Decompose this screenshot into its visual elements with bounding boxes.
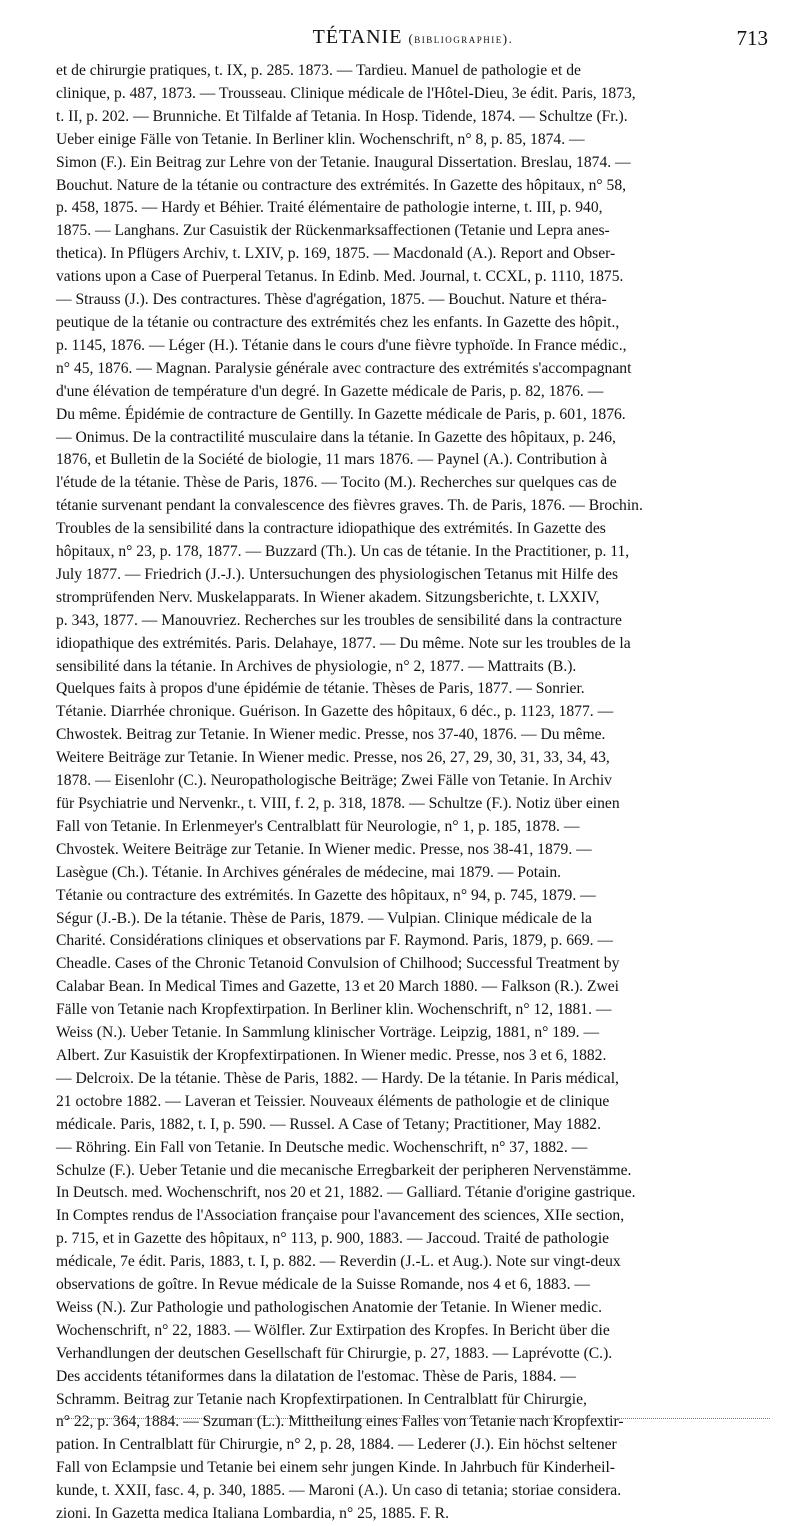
text-line: zioni. In Gazetta medica Italiana Lombardia, n° 25, 1885. F. R. — [56, 1505, 449, 1523]
text-line: pation. In Centralblatt für Chirurgie, n° 2, p. 28, 1884. — Lederer (J.). Ein höchst seltener — [56, 1436, 617, 1454]
text-line: kunde, t. XXII, fasc. 4, p. 340, 1885. — Maroni (A.). Un caso di tetania; storiae considera. — [56, 1482, 622, 1500]
text-line: p. 458, 1875. — Hardy et Béhier. Traité élémentaire de pathologie interne, t. III, p. 940, — [56, 199, 603, 217]
text-line: Verhandlungen der deutschen Gesellschaft für Chirurgie, p. 27, 1883. — Laprévotte (C.). — [56, 1344, 613, 1362]
text-line: p. 343, 1877. — Manouvriez. Recherches sur les troubles de sensibilité dans la contracture — [56, 611, 622, 629]
text-line: Albert. Zur Kasuistik der Kropfextirpationen. In Wiener medic. Presse, nos 3 et 6, 1882. — [56, 1046, 607, 1064]
text-line: peutique de la tétanie ou contracture des extrémités chez les enfants. In Gazette des hôpit., — [56, 313, 620, 331]
text-line: Simon (F.). Ein Beitrag zur Lehre von der Tetanie. Inaugural Dissertation. Breslau, 1874. — — [56, 153, 631, 171]
footer-dotted-rule — [56, 1418, 770, 1419]
text-line: t. II, p. 202. — Brunniche. Et Tilfalde af Tetania. In Hosp. Tidende, 1874. — Schultze (Fr.). — [56, 107, 628, 125]
text-line: Wochenschrift, n° 22, 1883. — Wölfler. Zur Extirpation des Kropfes. In Bericht über die — [56, 1321, 610, 1339]
text-line: Bouchut. Nature de la tétanie ou contracture des extrémités. In Gazette des hôpitaux, n° 58, — [56, 176, 627, 194]
text-line: Weiss (N.). Ueber Tetanie. In Sammlung klinischer Vorträge. Leipzig, 1881, n° 189. — — [56, 1024, 600, 1042]
text-line: 21 octobre 1882. — Laveran et Teissier. Nouveaux éléments de pathologie et de clinique — [56, 1092, 610, 1110]
text-line: Chvostek. Weitere Beiträge zur Tetanie. In Wiener medic. Presse, nos 38-41, 1879. — — [56, 840, 592, 858]
text-line: sensibilité dans la tétanie. In Archives de physiologie, n° 2, 1877. — Mattraits (B.). — [56, 657, 577, 675]
text-line: Schramm. Beitrag zur Tetanie nach Kropfextirpationen. In Centralblatt für Chirurgie, — [56, 1390, 587, 1408]
text-line: 1875. — Langhans. Zur Casuistik der Rückenmarksaffectionen (Tetanie und Lepra anes- — [56, 222, 610, 240]
text-line: Fälle von Tetanie nach Kropfextirpation. In Berliner klin. Wochenschrift, n° 12, 1881. — — [56, 1001, 612, 1019]
text-line: vations upon a Case of Puerperal Tetanus. In Edinb. Med. Journal, t. CCXL, p. 1110, 1875. — [56, 268, 624, 286]
text-line: Ségur (J.-B.). De la tétanie. Thèse de Paris, 1879. — Vulpian. Clinique médicale de la — [56, 909, 592, 927]
text-line: Chwostek. Beitrag zur Tetanie. In Wiener medic. Presse, nos 37-40, 1876. — Du même. — [56, 726, 606, 744]
text-line: n° 45, 1876. — Magnan. Paralysie générale avec contracture des extrémités s'accompagnant — [56, 359, 632, 377]
text-line: July 1877. — Friedrich (J.-J.). Untersuchungen des physiologischen Tetanus mit Hilfe des — [56, 565, 619, 583]
text-line: — Delcroix. De la tétanie. Thèse de Paris, 1882. — Hardy. De la tétanie. In Paris médical, — [56, 1069, 619, 1087]
text-line: Fall von Tetanie. In Erlenmeyer's Centralblatt für Neurologie, n° 1, p. 185, 1878. — — [56, 817, 580, 835]
text-line: Troubles de la sensibilité dans la contracture idiopathique des extrémités. In Gazette des — [56, 520, 606, 538]
text-line: médicale, 7e édit. Paris, 1883, t. I, p. 882. — Reverdin (J.-L. et Aug.). Note sur vingt-deux — [56, 1253, 621, 1271]
text-line: p. 715, et in Gazette des hôpitaux, n° 113, p. 900, 1883. — Jaccoud. Traité de pathologie — [56, 1230, 610, 1248]
text-line: In Deutsch. med. Wochenschrift, nos 20 et 21, 1882. — Galliard. Tétanie d'origine gastrique. — [56, 1184, 636, 1202]
text-line: clinique, p. 487, 1873. — Trousseau. Clinique médicale de l'Hôtel-Dieu, 3e édit. Paris, 1873, — [56, 84, 636, 102]
text-line: Weiss (N.). Zur Pathologie und pathologischen Anatomie der Tetanie. In Wiener medic. — [56, 1298, 602, 1316]
text-line: stromprüfenden Nerv. Muskelapparats. In Wiener akadem. Sitzungsberichte, t. LXXIV, — [56, 588, 600, 606]
text-line: 1876, et Bulletin de la Société de biologie, 11 mars 1876. — Paynel (A.). Contribution à — [56, 451, 608, 469]
text-line: Des accidents tétaniformes dans la dilatation de l'estomac. Thèse de Paris, 1884. — — [56, 1367, 576, 1385]
text-line: Quelques faits à propos d'une épidémie de tétanie. Thèses de Paris, 1877. — Sonrier. — [56, 680, 585, 698]
text-line: Cheadle. Cases of the Chronic Tetanoid Convulsion of Chilhood; Successful Treatment by — [56, 955, 620, 973]
page-number: 713 — [736, 26, 768, 50]
text-line: Ueber einige Fälle von Tetanie. In Berliner klin. Wochenschrift, n° 8, p. 85, 1874. — — [56, 130, 585, 148]
text-line: Fall von Eclampsie und Tetanie bei einem sehr jungen Kinde. In Jahrbuch für Kinderheil- — [56, 1459, 615, 1477]
text-line: — Röhring. Ein Fall von Tetanie. In Deutsche medic. Wochenschrift, n° 37, 1882. — — [56, 1138, 588, 1156]
text-line: observations de goître. In Revue médicale de la Suisse Romande, nos 4 et 6, 1883. — — [56, 1276, 590, 1294]
text-line: idiopathique des extrémités. Paris. Delahaye, 1877. — Du même. Note sur les troubles de la — [56, 634, 631, 652]
text-line: Charité. Considérations cliniques et observations par F. Raymond. Paris, 1879, p. 669. — — [56, 932, 614, 950]
text-line: — Strauss (J.). Des contractures. Thèse d'agrégation, 1875. — Bouchut. Nature et théra- — [56, 291, 607, 309]
text-line: Tétanie. Diarrhée chronique. Guérison. In Gazette des hôpitaux, 6 déc., p. 1123, 1877. — — [56, 703, 614, 721]
text-line: für Psychiatrie und Nervenkr., t. VIII, f. 2, p. 318, 1878. — Schultze (F.). Notiz über einen — [56, 795, 620, 812]
text-line: thetica). In Pflügers Archiv, t. LXIV, p. 169, 1875. — Macdonald (A.). Report and Obser- — [56, 245, 616, 263]
text-line: d'une élévation de température d'un degré. In Gazette médicale de Paris, p. 82, 1876. — — [56, 382, 604, 400]
running-title-subtitle: (bibliographie). — [408, 31, 514, 46]
text-line: et de chirurgie pratiques, t. IX, p. 285. 1873. — Tardieu. Manuel de pathologie et de — [56, 62, 581, 79]
text-line: Lasègue (Ch.). Tétanie. In Archives générales de médecine, mai 1879. — Potain. — [56, 863, 562, 881]
page-header — [56, 26, 770, 56]
text-line: Schulze (F.). Ueber Tetanie und die mecanische Erregbarkeit der peripheren Nervenstämme. — [56, 1161, 632, 1179]
text-line: tétanie survenant pendant la convalescence des fièvres graves. Th. de Paris, 1876. — Brochin. — [56, 497, 643, 515]
text-line: n° 22, p. 364, 1884. — Szuman (L.). Mittheilung eines Falles von Tetanie nach Kropfextir- — [56, 1413, 624, 1431]
running-title — [56, 26, 770, 49]
text-line: Tétanie ou contracture des extrémités. In Gazette des hôpitaux, n° 94, p. 745, 1879. — — [56, 886, 596, 904]
running-title-main: TÉTANIE — [312, 26, 403, 48]
text-line: 1878. — Eisenlohr (C.). Neuropathologische Beiträge; Zwei Fälle von Tetanie. In Archiv — [56, 772, 612, 790]
text-line: p. 1145, 1876. — Léger (H.). Tétanie dans le cours d'une fièvre typhoïde. In France médic., — [56, 336, 627, 354]
text-line: Du même. Épidémie de contracture de Gentilly. In Gazette médicale de Paris, p. 601, 1876. — [56, 405, 626, 423]
text-line: l'étude de la tétanie. Thèse de Paris, 1876. — Tocito (M.). Recherches sur quelques cas de — [56, 474, 617, 492]
text-line: In Comptes rendus de l'Association française pour l'avancement des sciences, XIIe section, — [56, 1207, 625, 1225]
text-line: Weitere Beiträge zur Tetanie. In Wiener medic. Presse, nos 26, 27, 29, 30, 31, 33, 34, 43, — [56, 749, 610, 767]
text-line: hôpitaux, n° 23, p. 178, 1877. — Buzzard (Th.). Un cas de tétanie. In the Practitioner, p. 11, — [56, 543, 630, 561]
text-line: médicale. Paris, 1882, t. I, p. 590. — Russel. A Case of Tetany; Practitioner, May 1882. — [56, 1115, 601, 1133]
bibliography-text — [56, 60, 770, 1523]
text-line: — Onimus. De la contractilité musculaire dans la tétanie. In Gazette des hôpitaux, p. 246, — [56, 428, 616, 446]
text-line: Calabar Bean. In Medical Times and Gazette, 13 et 20 March 1880. — Falkson (R.). Zwei — [56, 978, 619, 996]
